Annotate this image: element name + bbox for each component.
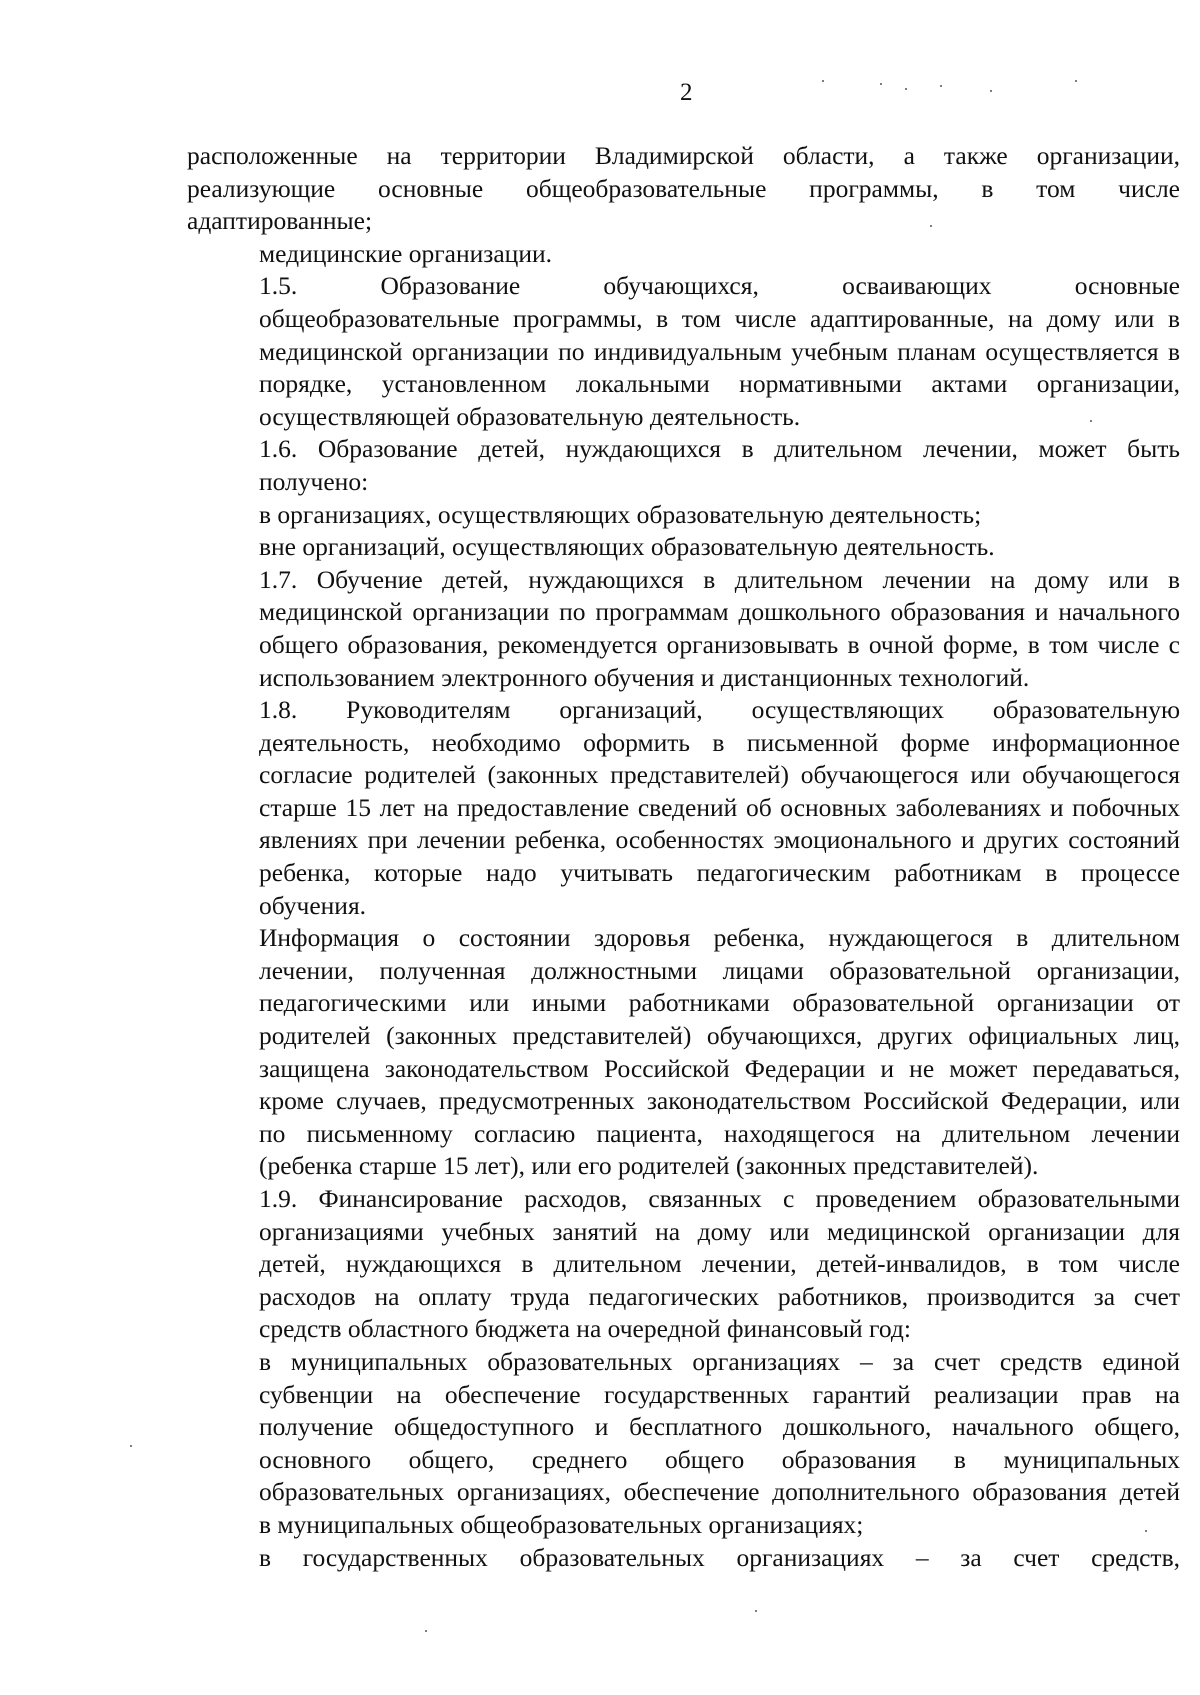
scan-speck bbox=[1075, 80, 1077, 82]
text-line: Информация о состоянии здоровья ребенка, нуждающегося в длительном bbox=[259, 923, 1180, 953]
text-line: реализующие основные общеобразовательные программы, в том числе bbox=[187, 173, 1180, 203]
text-line: явлениях при лечении ребенка, особенностях эмоционального и других состояний bbox=[259, 825, 1180, 855]
paragraph bbox=[187, 270, 1180, 433]
paragraph bbox=[187, 238, 1180, 271]
document-body bbox=[187, 140, 1180, 1574]
text-line: организациями учебных занятий на дому или медицинской организации для bbox=[259, 1216, 1180, 1246]
text-line: защищена законодательством Российской Федерации и не может передаваться, bbox=[259, 1053, 1180, 1083]
text-line: вне организаций, осуществляющих образовательную деятельность. bbox=[259, 532, 995, 562]
scan-speck bbox=[755, 1610, 757, 1612]
text-line: 1.8. Руководителям организаций, осуществляющих образовательную bbox=[259, 695, 1180, 725]
text-line: ребенка, которые надо учитывать педагогическим работникам в процессе bbox=[259, 858, 1180, 888]
paragraph bbox=[187, 922, 1180, 1183]
text-line: в муниципальных общеобразовательных организациях; bbox=[259, 1509, 864, 1539]
text-line: родителей (законных представителей) обучающихся, других официальных лиц, bbox=[259, 1021, 1180, 1051]
paragraph bbox=[187, 694, 1180, 922]
text-line: медицинской организации по программам дошкольного образования и начального bbox=[259, 597, 1180, 627]
scan-speck bbox=[940, 85, 942, 87]
text-line: расположенные на территории Владимирской области, а также организации, bbox=[187, 141, 1180, 170]
text-line: согласие родителей (законных представителей) обучающегося или обучающегося bbox=[259, 760, 1180, 790]
text-line: общеобразовательные программы, в том числе адаптированные, на дому или в bbox=[259, 303, 1180, 333]
text-line: обучения. bbox=[259, 890, 367, 920]
scan-speck bbox=[930, 225, 932, 227]
paragraph bbox=[187, 1542, 1180, 1575]
text-line: 1.5. Образование обучающихся, осваивающих основные bbox=[259, 271, 1180, 301]
text-line: в организациях, осуществляющих образовательную деятельность; bbox=[259, 499, 982, 529]
scan-speck bbox=[990, 90, 992, 92]
text-line: детей, нуждающихся в длительном лечении, детей-инвалидов, в том числе bbox=[259, 1249, 1180, 1279]
scan-speck bbox=[130, 1445, 132, 1447]
text-line: 1.7. Обучение детей, нуждающихся в длительном лечении на дому или в bbox=[259, 564, 1180, 594]
scan-speck bbox=[880, 83, 882, 85]
paragraph bbox=[187, 499, 1180, 532]
text-line: лечении, полученная должностными лицами образовательной организации, bbox=[259, 955, 1180, 985]
text-line: (ребенка старше 15 лет), или его родителей (законных представителей). bbox=[259, 1151, 1039, 1181]
text-line: порядке, установленном локальными нормативными актами организации, bbox=[259, 369, 1180, 399]
paragraph bbox=[187, 1183, 1180, 1346]
text-line: в муниципальных образовательных организациях – за счет средств единой bbox=[259, 1346, 1180, 1376]
text-line: старше 15 лет на предоставление сведений об основных заболеваниях и побочных bbox=[259, 792, 1180, 822]
text-line: образовательных организациях, обеспечение дополнительного образования детей bbox=[259, 1477, 1180, 1507]
scan-speck bbox=[905, 88, 907, 90]
scan-speck bbox=[822, 80, 824, 82]
text-line: педагогическими или иными работниками образовательной организации от bbox=[259, 988, 1180, 1018]
text-line: в государственных образовательных организациях – за счет средств, bbox=[259, 1542, 1180, 1572]
text-line: медицинские организации. bbox=[259, 238, 553, 268]
text-line: 1.9. Финансирование расходов, связанных с проведением образовательными bbox=[259, 1184, 1180, 1213]
paragraph bbox=[187, 1346, 1180, 1542]
text-line: деятельность, необходимо оформить в письменной форме информационное bbox=[259, 727, 1180, 757]
text-line: расходов на оплату труда педагогических работников, производится за счет bbox=[259, 1281, 1180, 1311]
scan-speck bbox=[425, 1630, 427, 1632]
text-line: средств областного бюджета на очередной финансовый год: bbox=[259, 1314, 911, 1344]
paragraph bbox=[187, 140, 1180, 238]
page-number: 2 bbox=[680, 79, 693, 106]
text-line: 1.6. Образование детей, нуждающихся в длительном лечении, может быть bbox=[259, 434, 1180, 464]
text-line: кроме случаев, предусмотренных законодательством Российской Федерации, или bbox=[259, 1086, 1180, 1116]
text-line: адаптированные; bbox=[187, 206, 373, 236]
paragraph bbox=[187, 433, 1180, 498]
text-line: получение общедоступного и бесплатного дошкольного, начального общего, bbox=[259, 1412, 1180, 1442]
text-line: получено: bbox=[259, 466, 369, 496]
text-line: субвенции на обеспечение государственных гарантий реализации прав на bbox=[259, 1379, 1180, 1409]
text-line: использованием электронного обучения и дистанционных технологий. bbox=[259, 662, 1030, 692]
text-line: основного общего, среднего общего образования в муниципальных bbox=[259, 1444, 1180, 1474]
text-line: общего образования, рекомендуется организовывать в очной форме, в том числе с bbox=[259, 629, 1180, 659]
paragraph bbox=[187, 531, 1180, 564]
scan-speck bbox=[1145, 1530, 1147, 1532]
text-line: по письменному согласию пациента, находящегося на длительном лечении bbox=[259, 1118, 1180, 1148]
paragraph bbox=[187, 564, 1180, 694]
text-line: осуществляющей образовательную деятельность. bbox=[259, 401, 801, 431]
scan-speck bbox=[1090, 420, 1092, 422]
text-line: медицинской организации по индивидуальным учебным планам осуществляется в bbox=[259, 336, 1180, 366]
